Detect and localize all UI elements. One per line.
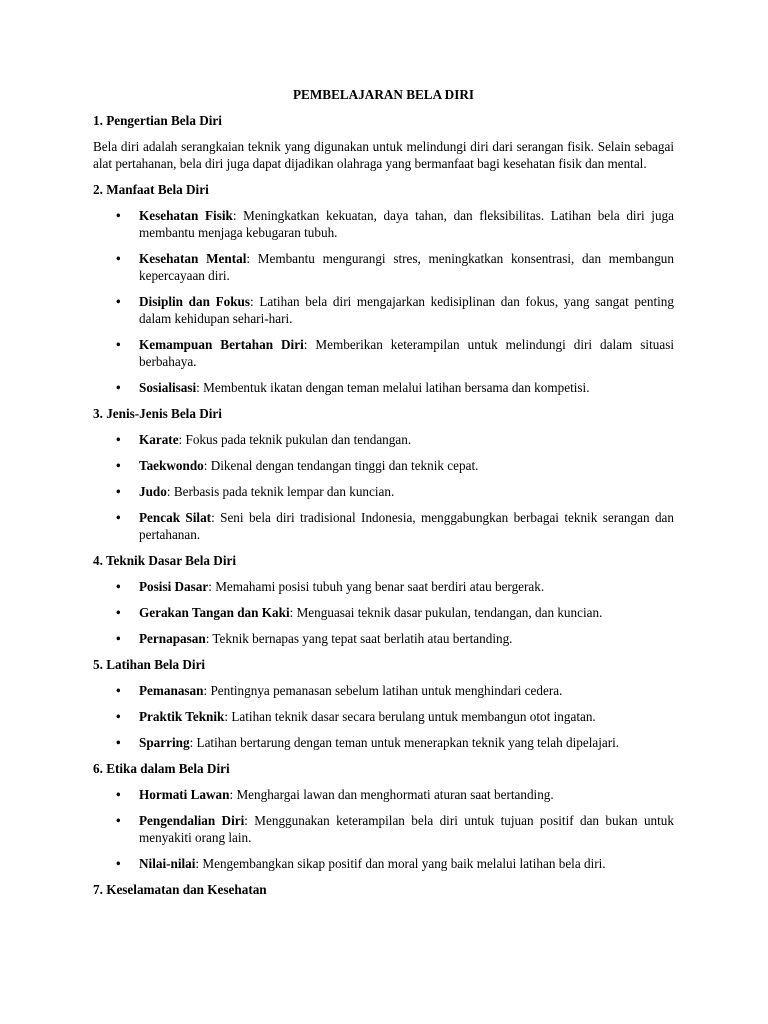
item-text: : Membantu mengurangi stres, meningkatkan konsentrasi, dan membangun kepercayaan diri.	[139, 251, 674, 283]
list-item	[93, 250, 674, 284]
item-term: Sosialisasi	[139, 380, 197, 395]
list-item	[93, 578, 674, 595]
list-item	[93, 336, 674, 370]
bullet-icon: •	[116, 709, 121, 724]
list-manfaat	[93, 207, 674, 396]
list-item	[93, 708, 674, 725]
bullet-icon: •	[116, 380, 121, 395]
item-text: : Latihan teknik dasar secara berulang untuk membangun otot ingatan.	[224, 709, 596, 724]
bullet-icon: •	[116, 787, 121, 802]
item-text: : Menguasai teknik dasar pukulan, tendangan, dan kuncian.	[289, 605, 603, 620]
item-text: : Latihan bertarung dengan teman untuk menerapkan teknik yang telah dipelajari.	[189, 735, 620, 750]
item-term: Karate	[139, 432, 179, 447]
section-heading-etika: 6. Etika dalam Bela Diri	[93, 761, 230, 776]
item-text: : Membentuk ikatan dengan teman melalui latihan bersama dan kompetisi.	[196, 380, 590, 395]
bullet-icon: •	[116, 208, 121, 223]
item-term: Judo	[139, 484, 167, 499]
list-item	[93, 431, 674, 448]
item-term: Hormati Lawan	[139, 787, 230, 802]
list-item	[93, 630, 674, 647]
item-text: : Latihan bela diri mengajarkan kedisiplinan dan fokus, yang sangat penting dalam kehidupan sehari-hari.	[139, 294, 674, 326]
section-heading-pengertian: 1. Pengertian Bela Diri	[93, 113, 222, 128]
bullet-icon: •	[116, 856, 121, 871]
list-teknik-dasar	[93, 578, 674, 647]
bullet-icon: •	[116, 579, 121, 594]
bullet-icon: •	[116, 432, 121, 447]
item-text: : Berbasis pada teknik lempar dan kuncian.	[166, 484, 395, 499]
list-item	[93, 293, 674, 327]
item-term: Kesehatan Fisik	[139, 208, 233, 223]
list-item	[93, 483, 674, 500]
section-heading-keselamatan: 7. Keselamatan dan Kesehatan	[93, 882, 267, 897]
item-term: Taekwondo	[139, 458, 204, 473]
section-heading-teknik-dasar: 4. Teknik Dasar Bela Diri	[93, 553, 237, 568]
item-term: Disiplin dan Fokus	[139, 294, 251, 309]
item-text: : Pentingnya pemanasan sebelum latihan untuk menghindari cedera.	[203, 683, 563, 698]
item-term: Pengendalian Diri	[139, 813, 245, 828]
bullet-icon: •	[116, 683, 121, 698]
item-term: Pemanasan	[139, 683, 204, 698]
list-item	[93, 604, 674, 621]
section-heading-manfaat: 2. Manfaat Bela Diri	[93, 182, 209, 197]
item-term: Posisi Dasar	[139, 579, 209, 594]
bullet-icon: •	[116, 605, 121, 620]
document-title: PEMBELAJARAN BELA DIRI	[293, 87, 474, 102]
item-term: Nilai-nilai	[139, 856, 196, 871]
item-text: : Memberikan keterampilan untuk melindungi diri dalam situasi berbahaya.	[139, 337, 674, 369]
item-text: : Menggunakan keterampilan bela diri untuk tujuan positif dan bukan untuk menyakiti orang lain.	[139, 813, 674, 845]
bullet-icon: •	[116, 294, 121, 309]
list-item	[93, 509, 674, 543]
item-text: : Meningkatkan kekuatan, daya tahan, dan fleksibilitas. Latihan bela diri juga membantu menjaga kebugaran tubuh.	[139, 208, 674, 240]
bullet-icon: •	[116, 735, 121, 750]
item-term: Kesehatan Mental	[139, 251, 247, 266]
item-text: : Memahami posisi tubuh yang benar saat berdiri atau bergerak.	[208, 579, 545, 594]
item-text: : Menghargai lawan dan menghormati aturan saat bertanding.	[229, 787, 554, 802]
bullet-icon: •	[116, 813, 121, 828]
bullet-icon: •	[116, 337, 121, 352]
bullet-icon: •	[116, 484, 121, 499]
list-item	[93, 786, 674, 803]
item-term: Sparring	[139, 735, 190, 750]
item-text: : Dikenal dengan tendangan tinggi dan teknik cepat.	[203, 458, 479, 473]
item-text: : Mengembangkan sikap positif dan moral yang baik melalui latihan bela diri.	[195, 856, 606, 871]
list-item	[93, 207, 674, 241]
item-text: : Seni bela diri tradisional Indonesia, menggabungkan berbagai teknik serangan dan pertahanan.	[139, 510, 674, 542]
list-item	[93, 855, 674, 872]
list-item	[93, 457, 674, 474]
bullet-icon: •	[116, 631, 121, 646]
item-text: : Teknik bernapas yang tepat saat berlatih atau bertanding.	[205, 631, 513, 646]
document-page	[93, 86, 674, 907]
list-latihan	[93, 682, 674, 751]
section-paragraph-pengertian: Bela diri adalah serangkaian teknik yang digunakan untuk melindungi diri dari serangan fisik. Selain sebagai alat pertahanan, bela diri juga dapat dijadikan olahraga yang bermanfaat bagi kesehatan fisik dan mental.	[93, 139, 674, 171]
bullet-icon: •	[116, 510, 121, 525]
section-heading-latihan: 5. Latihan Bela Diri	[93, 657, 206, 672]
list-jenis	[93, 431, 674, 543]
item-text: : Fokus pada teknik pukulan dan tendangan.	[178, 432, 412, 447]
bullet-icon: •	[116, 458, 121, 473]
bullet-icon: •	[116, 251, 121, 266]
item-term: Pernapasan	[139, 631, 206, 646]
item-term: Praktik Teknik	[139, 709, 225, 724]
list-etika	[93, 786, 674, 872]
section-heading-jenis: 3. Jenis-Jenis Bela Diri	[93, 406, 222, 421]
list-item	[93, 812, 674, 846]
list-item	[93, 682, 674, 699]
item-term: Kemampuan Bertahan Diri	[139, 337, 304, 352]
list-item	[93, 734, 674, 751]
item-term: Gerakan Tangan dan Kaki	[139, 605, 290, 620]
list-item	[93, 379, 674, 396]
item-term: Pencak Silat	[139, 510, 212, 525]
